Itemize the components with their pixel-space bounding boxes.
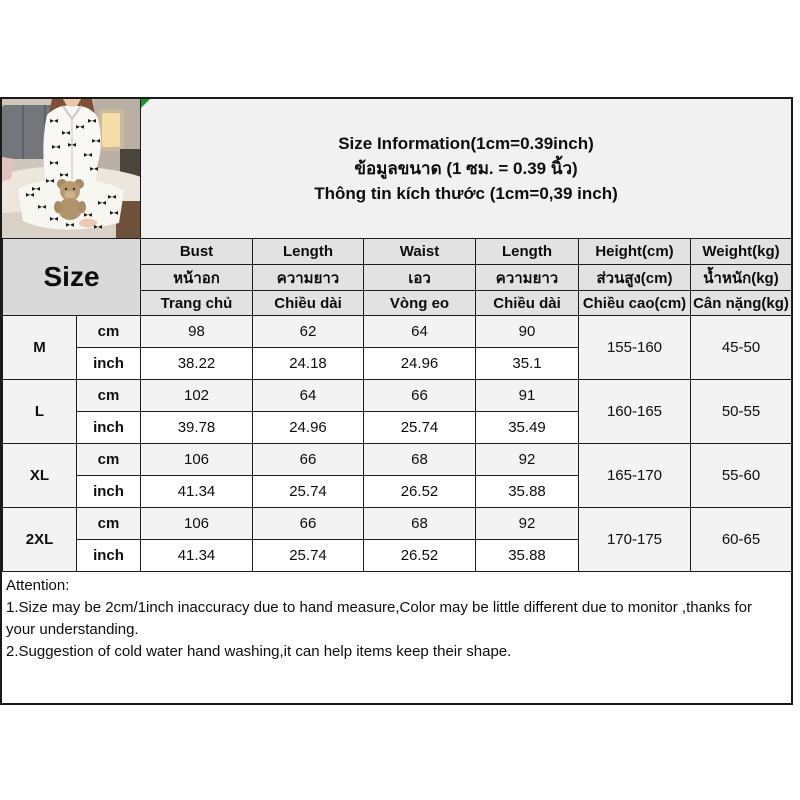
value-cell: 25.74 bbox=[253, 476, 364, 508]
col-header-length-vi: Chiều dài bbox=[253, 291, 364, 316]
value-cell: 39.78 bbox=[141, 412, 253, 444]
unit-label-cm: cm bbox=[77, 508, 141, 540]
value-cell: 25.74 bbox=[253, 540, 364, 572]
value-cell: 26.52 bbox=[364, 540, 476, 572]
unit-label-inch: inch bbox=[77, 540, 141, 572]
col-header-waist-vi: Vòng eo bbox=[364, 291, 476, 316]
size-label-m: M bbox=[3, 316, 77, 380]
col-header-length2-vi: Chiều dài bbox=[476, 291, 579, 316]
value-cell: 66 bbox=[253, 444, 364, 476]
value-cell: 24.96 bbox=[364, 348, 476, 380]
weight-range-2xl: 60-65 bbox=[691, 508, 792, 572]
col-header-length2-en: Length bbox=[476, 239, 579, 265]
value-cell: 26.52 bbox=[364, 476, 476, 508]
title-en: Size Information(1cm=0.39inch) bbox=[338, 134, 594, 153]
value-cell: 24.96 bbox=[253, 412, 364, 444]
product-photo bbox=[2, 99, 141, 238]
size-label-l: L bbox=[3, 380, 77, 444]
col-header-height-vi: Chiều cao(cm) bbox=[579, 291, 691, 316]
attention-section bbox=[2, 572, 791, 703]
value-cell: 64 bbox=[364, 316, 476, 348]
value-cell: 106 bbox=[141, 444, 253, 476]
title-cell bbox=[141, 99, 791, 238]
row-xl-cm bbox=[3, 444, 792, 476]
height-range-l: 160-165 bbox=[579, 380, 691, 444]
corner-flag-icon bbox=[141, 99, 150, 108]
top-row bbox=[2, 99, 791, 238]
unit-label-inch: inch bbox=[77, 412, 141, 444]
attention-heading: Attention: bbox=[6, 577, 70, 594]
content-box bbox=[0, 97, 793, 705]
value-cell: 35.88 bbox=[476, 540, 579, 572]
row-m-cm bbox=[3, 316, 792, 348]
value-cell: 24.18 bbox=[253, 348, 364, 380]
col-header-length2-th: ความยาว bbox=[476, 265, 579, 291]
unit-label-cm: cm bbox=[77, 316, 141, 348]
col-header-bust-vi: Trang chủ bbox=[141, 291, 253, 316]
weight-range-m: 45-50 bbox=[691, 316, 792, 380]
wall-lamp-icon bbox=[98, 109, 124, 151]
size-label-xl: XL bbox=[3, 444, 77, 508]
value-cell: 62 bbox=[253, 316, 364, 348]
height-range-xl: 165-170 bbox=[579, 444, 691, 508]
size-table bbox=[2, 238, 792, 572]
col-header-bust-en: Bust bbox=[141, 239, 253, 265]
title-th: ข้อมูลขนาด (1 ซม. = 0.39 นิ้ว) bbox=[354, 159, 578, 178]
value-cell: 68 bbox=[364, 508, 476, 540]
value-cell: 35.1 bbox=[476, 348, 579, 380]
height-range-2xl: 170-175 bbox=[579, 508, 691, 572]
col-header-waist-th: เอว bbox=[364, 265, 476, 291]
col-header-length-en: Length bbox=[253, 239, 364, 265]
size-label-2xl: 2XL bbox=[3, 508, 77, 572]
value-cell: 102 bbox=[141, 380, 253, 412]
weight-range-xl: 55-60 bbox=[691, 444, 792, 508]
col-header-waist-en: Waist bbox=[364, 239, 476, 265]
value-cell: 106 bbox=[141, 508, 253, 540]
value-cell: 25.74 bbox=[364, 412, 476, 444]
value-cell: 68 bbox=[364, 444, 476, 476]
value-cell: 35.49 bbox=[476, 412, 579, 444]
unit-label-cm: cm bbox=[77, 380, 141, 412]
size-corner-label: Size bbox=[3, 239, 141, 316]
value-cell: 98 bbox=[141, 316, 253, 348]
height-range-m: 155-160 bbox=[579, 316, 691, 380]
value-cell: 66 bbox=[253, 508, 364, 540]
col-header-bust-th: หน้าอก bbox=[141, 265, 253, 291]
value-cell: 38.22 bbox=[141, 348, 253, 380]
col-header-height-en: Height(cm) bbox=[579, 239, 691, 265]
row-2xl-cm bbox=[3, 508, 792, 540]
col-header-height-th: ส่วนสูง(cm) bbox=[579, 265, 691, 291]
value-cell: 41.34 bbox=[141, 540, 253, 572]
attention-note-2: 2.Suggestion of cold water hand washing,it can help items keep their shape. bbox=[6, 643, 512, 660]
value-cell: 90 bbox=[476, 316, 579, 348]
col-header-weight-vi: Cân nặng(kg) bbox=[691, 291, 792, 316]
value-cell: 64 bbox=[253, 380, 364, 412]
value-cell: 92 bbox=[476, 444, 579, 476]
col-header-weight-en: Weight(kg) bbox=[691, 239, 792, 265]
unit-label-inch: inch bbox=[77, 476, 141, 508]
row-l-cm bbox=[3, 380, 792, 412]
header-row-en bbox=[3, 239, 792, 265]
value-cell: 66 bbox=[364, 380, 476, 412]
weight-range-l: 50-55 bbox=[691, 380, 792, 444]
attention-note-1: 1.Size may be 2cm/1inch inaccuracy due to hand measure,Color may be little different due to monitor ,thanks for your understanding. bbox=[6, 599, 752, 638]
unit-label-cm: cm bbox=[77, 444, 141, 476]
value-cell: 41.34 bbox=[141, 476, 253, 508]
value-cell: 92 bbox=[476, 508, 579, 540]
col-header-length-th: ความยาว bbox=[253, 265, 364, 291]
value-cell: 35.88 bbox=[476, 476, 579, 508]
value-cell: 91 bbox=[476, 380, 579, 412]
col-header-weight-th: น้ำหนัก(kg) bbox=[691, 265, 792, 291]
title-vi: Thông tin kích thước (1cm=0,39 inch) bbox=[314, 184, 618, 203]
pajama-photo-illustration bbox=[2, 99, 141, 238]
unit-label-inch: inch bbox=[77, 348, 141, 380]
